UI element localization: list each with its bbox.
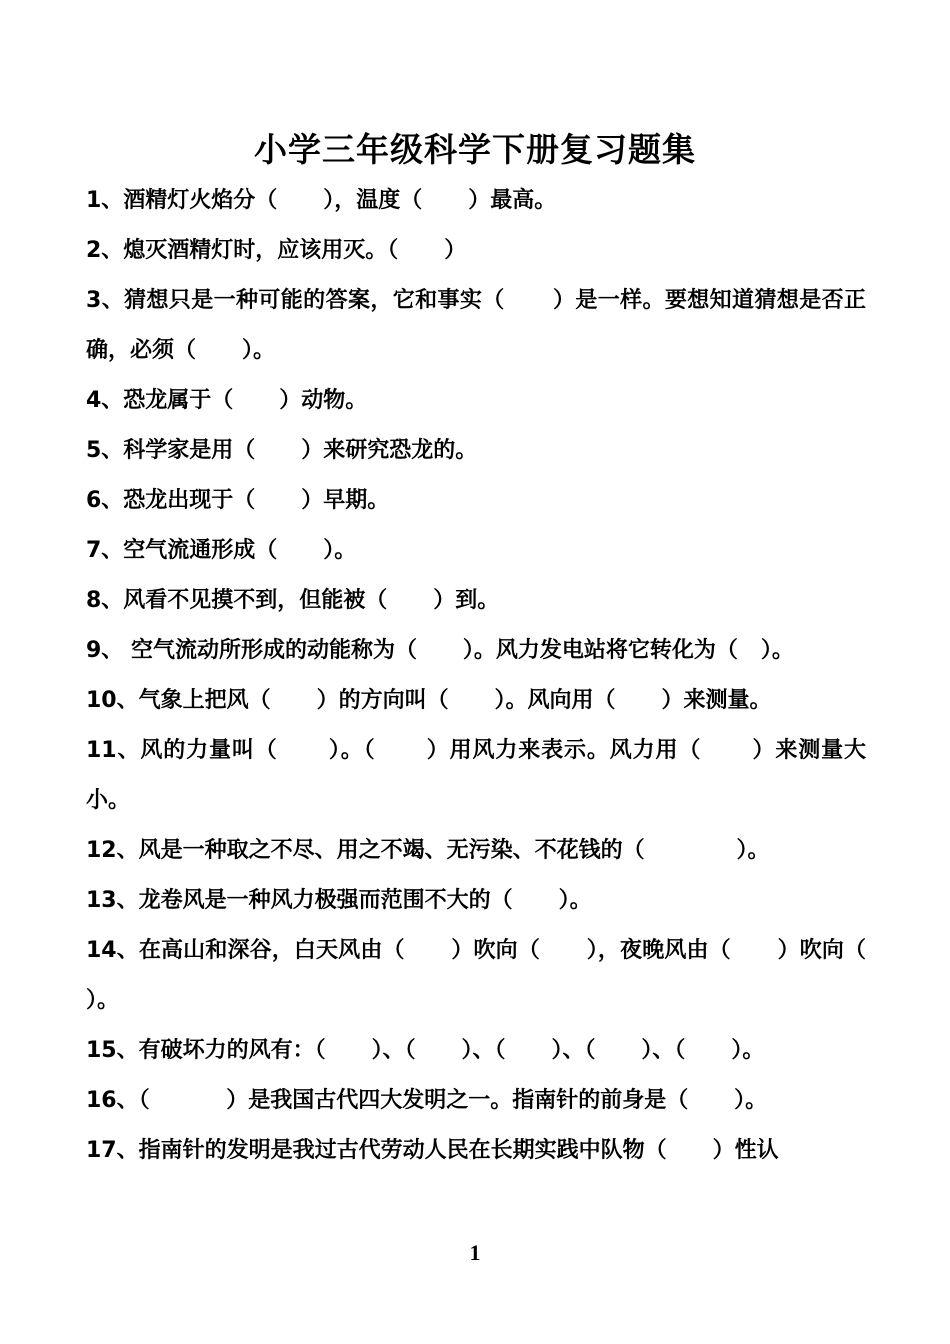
question-item-6: 6、恐龙出现于（ ）早期。 [86,488,390,513]
question-item-11: 11、风的力量叫（ ）。（ ）用风力来表示。风力用（ ）来测量大小。 [86,738,866,813]
question-item-3: 3、猜想只是一种可能的答案，它和事实（ ）是一样。要想知道猜想是否正确，必须（ ）。 [86,288,866,363]
question-item-17: 17、指南针的发明是我过古代劳动人民在长期实践中队物（ ）性认 [86,1138,779,1163]
page-number: 1 [469,1240,481,1265]
question-item-16: 16、（ ）是我国古代四大发明之一。指南针的前身是（ ）。 [86,1088,768,1113]
question-item-14: 14、在高山和深谷，白天风由（ ）吹向（ ），夜晚风由（ ）吹向（ ）。 [86,938,912,1013]
question-item-2: 2、熄灭酒精灯时，应该用灭。（ ） [86,238,467,263]
question-item-5: 5、科学家是用（ ）来研究恐龙的。 [86,438,478,463]
question-item-9: 9、 空气流动所形成的动能称为（ ）。风力发电站将它转化为（ ）。 [86,638,794,663]
question-list [86,176,912,1176]
question-item-10: 10、气象上把风（ ）的方向叫（ ）。风向用（ ）来测量。 [86,688,772,713]
question-item-8: 8、风看不见摸不到，但能被（ ）到。 [86,588,500,613]
question-item-15: 15、有破坏力的风有：（ ）、（ ）、（ ）、（ ）、（ ）。 [86,1038,765,1063]
question-item-12: 12、风是一种取之不尽、用之不竭、无污染、不花钱的（ ）。 [86,838,770,863]
question-item-4: 4、恐龙属于（ ）动物。 [86,388,368,413]
question-item-13: 13、龙卷风是一种风力极强而范围不大的（ ）。 [86,888,592,913]
page-title: 小学三年级科学下册复习题集 [254,130,696,169]
question-item-7: 7、空气流通形成（ ）。 [86,538,357,563]
question-item-1: 1、酒精灯火焰分（ ），温度（ ）最高。 [86,188,557,213]
